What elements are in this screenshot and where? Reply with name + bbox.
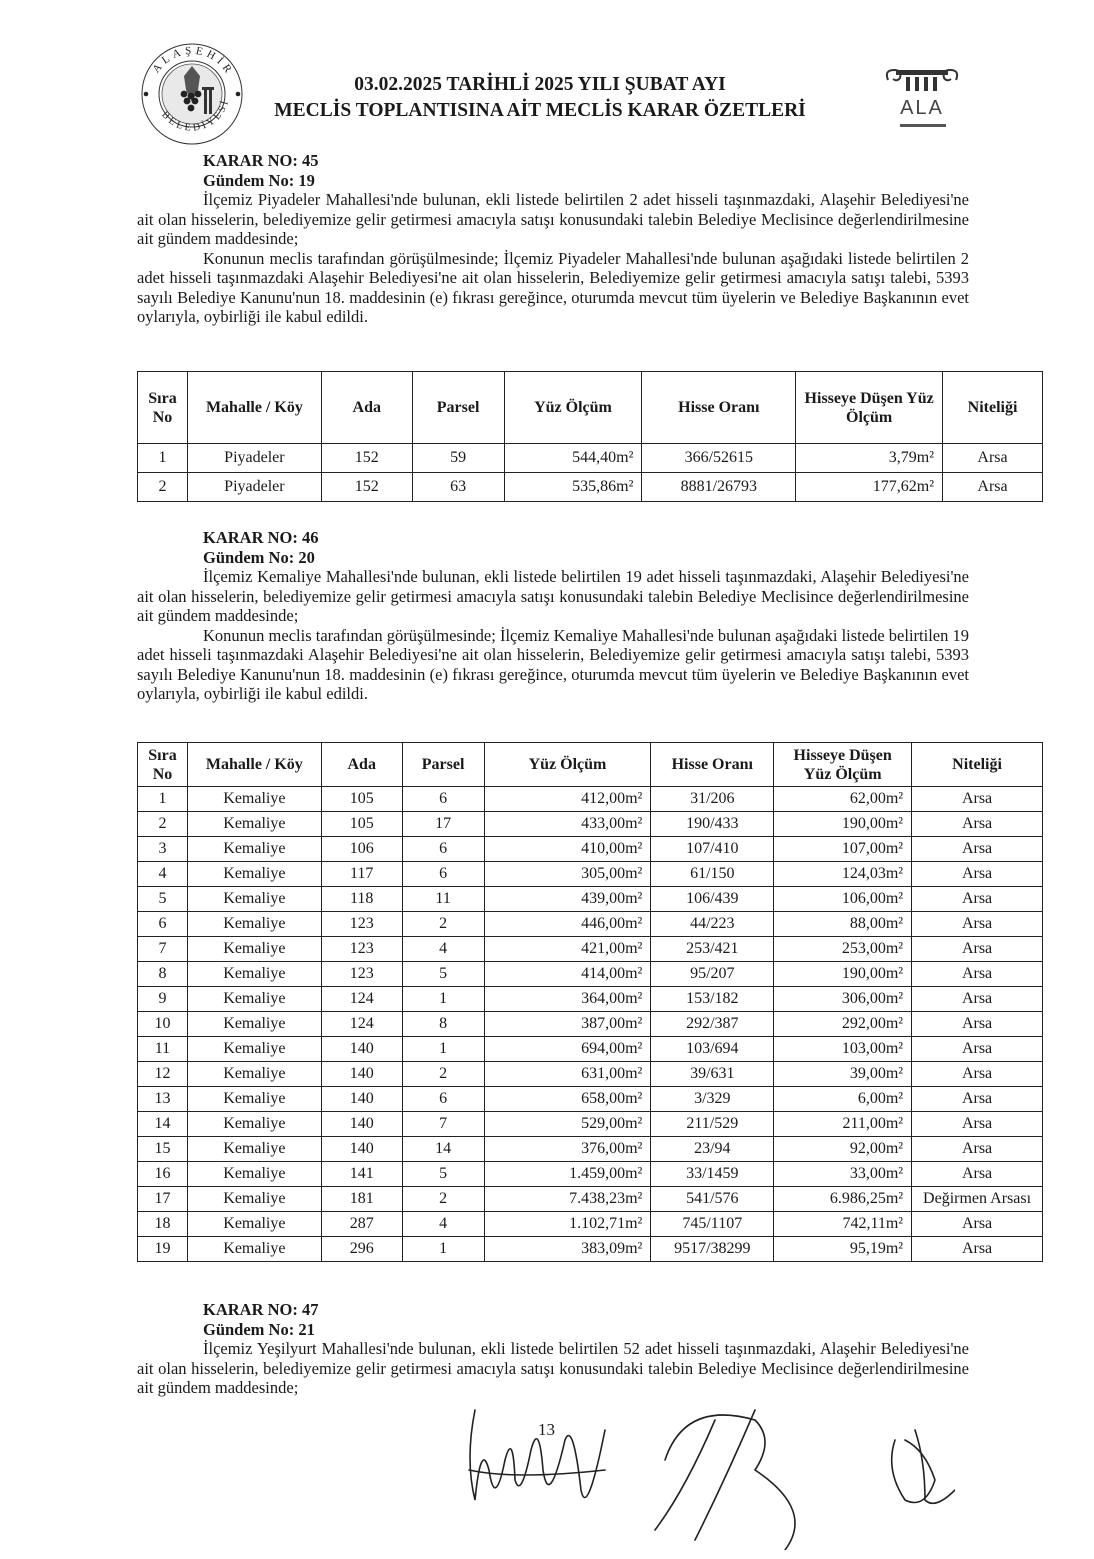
cell-hisseye-dusen: 3,79m²: [796, 444, 943, 473]
cell-mahalle: Piyadeler: [187, 473, 321, 502]
cell-niteligi: Değirmen Arsası: [912, 1187, 1043, 1212]
cell-hisse-orani: 33/1459: [651, 1162, 774, 1187]
table-row: [138, 987, 1043, 1012]
cell-niteligi: Arsa: [912, 812, 1043, 837]
table-row: [138, 862, 1043, 887]
svg-text:BELEDİYESİ: BELEDİYESİ: [159, 97, 232, 134]
cell-parsel: 6: [402, 862, 484, 887]
cell-ada: 105: [321, 787, 402, 812]
cell-mahalle: Kemaliye: [187, 787, 321, 812]
col-header-yuz-olcum: Yüz Ölçüm: [504, 372, 642, 444]
cell-ada: 105: [321, 812, 402, 837]
table-row: [138, 812, 1043, 837]
table-row: [138, 473, 1043, 502]
gundem-no: Gündem No: 19: [203, 170, 315, 190]
cell-yuz-olcum: 421,00m²: [484, 937, 651, 962]
cell-parsel: 4: [402, 1212, 484, 1237]
cell-hisseye-dusen: 742,11m²: [774, 1212, 912, 1237]
cell-hisse-orani: 61/150: [651, 862, 774, 887]
cell-niteligi: Arsa: [912, 1212, 1043, 1237]
cell-sira: 18: [138, 1212, 188, 1237]
cell-hisse-orani: 153/182: [651, 987, 774, 1012]
cell-yuz-olcum: 631,00m²: [484, 1062, 651, 1087]
page-number: 13: [538, 1420, 555, 1439]
cell-sira: 17: [138, 1187, 188, 1212]
cell-sira: 7: [138, 937, 188, 962]
svg-text:ALAŞEHİR: ALAŞEHİR: [150, 44, 237, 79]
cell-sira: 9: [138, 987, 188, 1012]
cell-parsel: 59: [412, 444, 504, 473]
cell-yuz-olcum: 544,40m²: [504, 444, 642, 473]
col-header-hisseye-dusen: Hisseye Düşen Yüz Ölçüm: [796, 372, 943, 444]
cell-ada: 123: [321, 912, 402, 937]
cell-sira: 12: [138, 1062, 188, 1087]
cell-hisseye-dusen: 6,00m²: [774, 1087, 912, 1112]
karar-paragraph-2: Konunun meclis tarafından görüşülmesinde; İlçemiz Kemaliye Mahallesi'nde bulunan aşağıdaki listede belirtilen 19 adet hisseli taşınmazdaki Alaşehir Belediyesi'ne ait olan hisselerin, Belediyemize gelir getirmesi amacıyla satışı talebi, 5393 sayılı Belediye Kanunu'nun 18. maddesinin (e) fıkrası gereğince, oturumda mevcut tüm üyelerin ve Belediye Başkanının evet oylarıyla, oybirliği ile kabul edildi.: [137, 625, 969, 703]
cell-ada: 141: [321, 1162, 402, 1187]
cell-mahalle: Kemaliye: [187, 1112, 321, 1137]
cell-niteligi: Arsa: [912, 1012, 1043, 1037]
col-header-niteligi: Niteliği: [943, 372, 1043, 444]
cell-hisseye-dusen: 6.986,25m²: [774, 1187, 912, 1212]
signatures: [455, 1400, 955, 1550]
cell-parsel: 6: [402, 837, 484, 862]
cell-hisse-orani: 23/94: [651, 1137, 774, 1162]
cell-mahalle: Kemaliye: [187, 1237, 321, 1262]
cell-niteligi: Arsa: [912, 912, 1043, 937]
cell-hisseye-dusen: 103,00m²: [774, 1037, 912, 1062]
col-header-hisse-orani: Hisse Oranı: [642, 372, 796, 444]
cell-hisseye-dusen: 33,00m²: [774, 1162, 912, 1187]
cell-ada: 118: [321, 887, 402, 912]
cell-yuz-olcum: 529,00m²: [484, 1112, 651, 1137]
cell-parsel: 6: [402, 787, 484, 812]
cell-ada: 296: [321, 1237, 402, 1262]
cell-ada: 117: [321, 862, 402, 887]
table-row: [138, 1187, 1043, 1212]
cell-hisse-orani: 9517/38299: [651, 1237, 774, 1262]
karar-no: KARAR NO: 45: [203, 151, 319, 170]
cell-hisse-orani: 31/206: [651, 787, 774, 812]
table-row: [138, 1062, 1043, 1087]
cell-parsel: 2: [402, 912, 484, 937]
cell-ada: 124: [321, 1012, 402, 1037]
cell-niteligi: Arsa: [912, 962, 1043, 987]
cell-niteligi: Arsa: [912, 787, 1043, 812]
cell-hisse-orani: 211/529: [651, 1112, 774, 1137]
cell-ada: 123: [321, 937, 402, 962]
cell-hisse-orani: 366/52615: [642, 444, 796, 473]
cell-yuz-olcum: 694,00m²: [484, 1037, 651, 1062]
cell-yuz-olcum: 305,00m²: [484, 862, 651, 887]
karar-47-section: [137, 1300, 969, 1398]
karar-no: KARAR NO: 47: [203, 1300, 319, 1319]
col-header-parsel: Parsel: [412, 372, 504, 444]
cell-yuz-olcum: 364,00m²: [484, 987, 651, 1012]
cell-ada: 124: [321, 987, 402, 1012]
karar-paragraph-2: Konunun meclis tarafından görüşülmesinde; İlçemiz Piyadeler Mahallesi'nde bulunan aşağıdaki listede belirtilen 2 adet hisseli taşınmazdaki Alaşehir Belediyesi'ne ait olan hisselerin, Belediyemize gelir getirmesi amacıyla satışı talebi, 5393 sayılı Belediye Kanunu'nun 18. maddesinin (e) fıkrası gereğince, oturumda mevcut tüm üyelerin ve Belediye Başkanının evet oylarıyla, oybirliği ile kabul edildi.: [137, 248, 969, 326]
cell-sira: 4: [138, 862, 188, 887]
gundem-no: Gündem No: 20: [203, 547, 315, 567]
cell-mahalle: Kemaliye: [187, 1062, 321, 1087]
cell-sira: 16: [138, 1162, 188, 1187]
cell-yuz-olcum: 446,00m²: [484, 912, 651, 937]
cell-niteligi: Arsa: [912, 987, 1043, 1012]
cell-niteligi: Arsa: [912, 1087, 1043, 1112]
karar-46-table: [137, 742, 1043, 1262]
cell-parsel: 1: [402, 987, 484, 1012]
cell-yuz-olcum: 387,00m²: [484, 1012, 651, 1037]
table-row: [138, 837, 1043, 862]
cell-hisseye-dusen: 177,62m²: [796, 473, 943, 502]
cell-yuz-olcum: 414,00m²: [484, 962, 651, 987]
cell-hisse-orani: 44/223: [651, 912, 774, 937]
cell-mahalle: Kemaliye: [187, 1162, 321, 1187]
cell-ada: 152: [321, 444, 412, 473]
cell-sira: 5: [138, 887, 188, 912]
karar-paragraph-1: İlçemiz Kemaliye Mahallesi'nde bulunan, ekli listede belirtilen 19 adet hisseli taşınmazdaki, Alaşehir Belediyesi'ne ait olan hisselerin, belediyemize gelir getirmesi amacıyla satışı konusundaki talebin Belediye Meclisince değerlendirilmesine ait gündem maddesinde;: [137, 567, 969, 625]
table-row: [138, 1212, 1043, 1237]
cell-hisse-orani: 103/694: [651, 1037, 774, 1062]
cell-niteligi: Arsa: [943, 473, 1043, 502]
cell-parsel: 4: [402, 937, 484, 962]
karar-no: KARAR NO: 46: [203, 528, 319, 547]
gundem-no: Gündem No: 21: [203, 1319, 315, 1339]
cell-niteligi: Arsa: [912, 837, 1043, 862]
cell-hisse-orani: 253/421: [651, 937, 774, 962]
cell-hisse-orani: 541/576: [651, 1187, 774, 1212]
cell-hisse-orani: 745/1107: [651, 1212, 774, 1237]
cell-niteligi: Arsa: [912, 1237, 1043, 1262]
cell-niteligi: Arsa: [912, 1037, 1043, 1062]
cell-hisseye-dusen: 211,00m²: [774, 1112, 912, 1137]
table-row: [138, 937, 1043, 962]
col-header-yuz-olcum: Yüz Ölçüm: [484, 743, 651, 787]
cell-hisseye-dusen: 92,00m²: [774, 1137, 912, 1162]
cell-mahalle: Kemaliye: [187, 937, 321, 962]
cell-mahalle: Kemaliye: [187, 1012, 321, 1037]
cell-parsel: 1: [402, 1037, 484, 1062]
karar-paragraph-1: İlçemiz Yeşilyurt Mahallesi'nde bulunan, ekli listede belirtilen 52 adet hisseli taşınmazdaki, Alaşehir Belediyesi'ne ait olan hisselerin, belediyemize gelir getirmesi amacıyla satışı konusundaki talebin Belediye Meclisince değerlendirilmesine ait gündem maddesinde;: [137, 1339, 969, 1397]
cell-yuz-olcum: 410,00m²: [484, 837, 651, 862]
cell-niteligi: Arsa: [943, 444, 1043, 473]
cell-ada: 287: [321, 1212, 402, 1237]
cell-yuz-olcum: 376,00m²: [484, 1137, 651, 1162]
cell-sira: 13: [138, 1087, 188, 1112]
table-row: [138, 1037, 1043, 1062]
cell-yuz-olcum: 412,00m²: [484, 787, 651, 812]
col-header-sira: Sıra No: [138, 372, 188, 444]
cell-sira: 2: [138, 473, 188, 502]
col-header-hisseye-dusen: Hisseye Düşen Yüz Ölçüm: [774, 743, 912, 787]
cell-ada: 140: [321, 1137, 402, 1162]
cell-parsel: 2: [402, 1062, 484, 1087]
cell-parsel: 7: [402, 1112, 484, 1137]
cell-ada: 181: [321, 1187, 402, 1212]
cell-hisse-orani: 39/631: [651, 1062, 774, 1087]
karar-45-section: [137, 151, 969, 327]
header-line-1: 03.02.2025 TARİHLİ 2025 YILI ŞUBAT AYI: [354, 74, 726, 95]
cell-niteligi: Arsa: [912, 1162, 1043, 1187]
cell-mahalle: Kemaliye: [187, 987, 321, 1012]
cell-yuz-olcum: 1.459,00m²: [484, 1162, 651, 1187]
table-row: [138, 887, 1043, 912]
cell-niteligi: Arsa: [912, 1112, 1043, 1137]
header-line-2: MECLİS TOPLANTISINA AİT MECLİS KARAR ÖZETLERİ: [274, 100, 806, 121]
cell-parsel: 5: [402, 1162, 484, 1187]
cell-hisseye-dusen: 95,19m²: [774, 1237, 912, 1262]
cell-parsel: 11: [402, 887, 484, 912]
table-row: [138, 912, 1043, 937]
cell-sira: 3: [138, 837, 188, 862]
cell-hisse-orani: 107/410: [651, 837, 774, 862]
cell-ada: 152: [321, 473, 412, 502]
cell-yuz-olcum: 439,00m²: [484, 887, 651, 912]
karar-45-table: [137, 371, 1043, 502]
cell-niteligi: Arsa: [912, 862, 1043, 887]
cell-niteligi: Arsa: [912, 1137, 1043, 1162]
cell-mahalle: Kemaliye: [187, 837, 321, 862]
cell-yuz-olcum: 383,09m²: [484, 1237, 651, 1262]
cell-hisseye-dusen: 292,00m²: [774, 1012, 912, 1037]
cell-sira: 6: [138, 912, 188, 937]
cell-mahalle: Kemaliye: [187, 1212, 321, 1237]
cell-hisse-orani: 3/329: [651, 1087, 774, 1112]
cell-sira: 15: [138, 1137, 188, 1162]
table-row: [138, 1112, 1043, 1137]
cell-mahalle: Piyadeler: [187, 444, 321, 473]
cell-sira: 8: [138, 962, 188, 987]
cell-sira: 19: [138, 1237, 188, 1262]
karar-paragraph-1: İlçemiz Piyadeler Mahallesi'nde bulunan, ekli listede belirtilen 2 adet hisseli taşınmazdaki, Alaşehir Belediyesi'ne ait olan hisselerin, belediyemize gelir getirmesi amacıyla satışı konusundaki talebin Belediye Meclisince değerlendirilmesine ait gündem maddesinde;: [137, 190, 969, 248]
cell-hisseye-dusen: 306,00m²: [774, 987, 912, 1012]
cell-yuz-olcum: 535,86m²: [504, 473, 642, 502]
cell-niteligi: Arsa: [912, 887, 1043, 912]
document-header: [240, 72, 840, 124]
cell-ada: 123: [321, 962, 402, 987]
alasehir-belediyesi-logo: [140, 42, 244, 146]
cell-mahalle: Kemaliye: [187, 887, 321, 912]
cell-sira: 1: [138, 444, 188, 473]
col-header-hisse-orani: Hisse Oranı: [651, 743, 774, 787]
cell-ada: 106: [321, 837, 402, 862]
cell-hisse-orani: 95/207: [651, 962, 774, 987]
cell-mahalle: Kemaliye: [187, 1137, 321, 1162]
cell-sira: 14: [138, 1112, 188, 1137]
cell-hisseye-dusen: 190,00m²: [774, 962, 912, 987]
cell-yuz-olcum: 658,00m²: [484, 1087, 651, 1112]
cell-hisseye-dusen: 124,03m²: [774, 862, 912, 887]
cell-mahalle: Kemaliye: [187, 962, 321, 987]
cell-hisseye-dusen: 106,00m²: [774, 887, 912, 912]
cell-hisseye-dusen: 39,00m²: [774, 1062, 912, 1087]
table-row: [138, 962, 1043, 987]
karar-46-section: [137, 528, 969, 704]
col-header-ada: Ada: [321, 743, 402, 787]
col-header-niteligi: Niteliği: [912, 743, 1043, 787]
cell-yuz-olcum: 1.102,71m²: [484, 1212, 651, 1237]
cell-ada: 140: [321, 1087, 402, 1112]
cell-sira: 11: [138, 1037, 188, 1062]
cell-hisseye-dusen: 107,00m²: [774, 837, 912, 862]
cell-hisse-orani: 292/387: [651, 1012, 774, 1037]
cell-sira: 1: [138, 787, 188, 812]
cell-niteligi: Arsa: [912, 1062, 1043, 1087]
cell-parsel: 17: [402, 812, 484, 837]
cell-sira: 2: [138, 812, 188, 837]
cell-ada: 140: [321, 1112, 402, 1137]
cell-mahalle: Kemaliye: [187, 1187, 321, 1212]
cell-mahalle: Kemaliye: [187, 812, 321, 837]
col-header-parsel: Parsel: [402, 743, 484, 787]
table-row: [138, 1237, 1043, 1262]
cell-hisse-orani: 106/439: [651, 887, 774, 912]
col-header-mahalle: Mahalle / Köy: [187, 743, 321, 787]
table-row: [138, 1162, 1043, 1187]
cell-ada: 140: [321, 1062, 402, 1087]
ala-column-logo: [882, 66, 962, 132]
col-header-mahalle: Mahalle / Köy: [187, 372, 321, 444]
table-row: [138, 787, 1043, 812]
cell-mahalle: Kemaliye: [187, 1037, 321, 1062]
cell-parsel: 8: [402, 1012, 484, 1037]
svg-text:ALA: ALA: [900, 97, 944, 119]
cell-hisseye-dusen: 190,00m²: [774, 812, 912, 837]
cell-hisseye-dusen: 253,00m²: [774, 937, 912, 962]
table-row: [138, 1087, 1043, 1112]
table-row: [138, 444, 1043, 473]
table-row: [138, 1137, 1043, 1162]
cell-hisse-orani: 8881/26793: [642, 473, 796, 502]
cell-hisseye-dusen: 88,00m²: [774, 912, 912, 937]
cell-yuz-olcum: 433,00m²: [484, 812, 651, 837]
cell-hisseye-dusen: 62,00m²: [774, 787, 912, 812]
cell-mahalle: Kemaliye: [187, 862, 321, 887]
cell-niteligi: Arsa: [912, 937, 1043, 962]
cell-sira: 10: [138, 1012, 188, 1037]
cell-parsel: 5: [402, 962, 484, 987]
cell-ada: 140: [321, 1037, 402, 1062]
col-header-ada: Ada: [321, 372, 412, 444]
cell-parsel: 6: [402, 1087, 484, 1112]
cell-mahalle: Kemaliye: [187, 912, 321, 937]
cell-hisse-orani: 190/433: [651, 812, 774, 837]
table-row: [138, 1012, 1043, 1037]
col-header-sira: Sıra No: [138, 743, 188, 787]
cell-parsel: 14: [402, 1137, 484, 1162]
cell-mahalle: Kemaliye: [187, 1087, 321, 1112]
cell-parsel: 1: [402, 1237, 484, 1262]
cell-parsel: 2: [402, 1187, 484, 1212]
cell-parsel: 63: [412, 473, 504, 502]
cell-yuz-olcum: 7.438,23m²: [484, 1187, 651, 1212]
